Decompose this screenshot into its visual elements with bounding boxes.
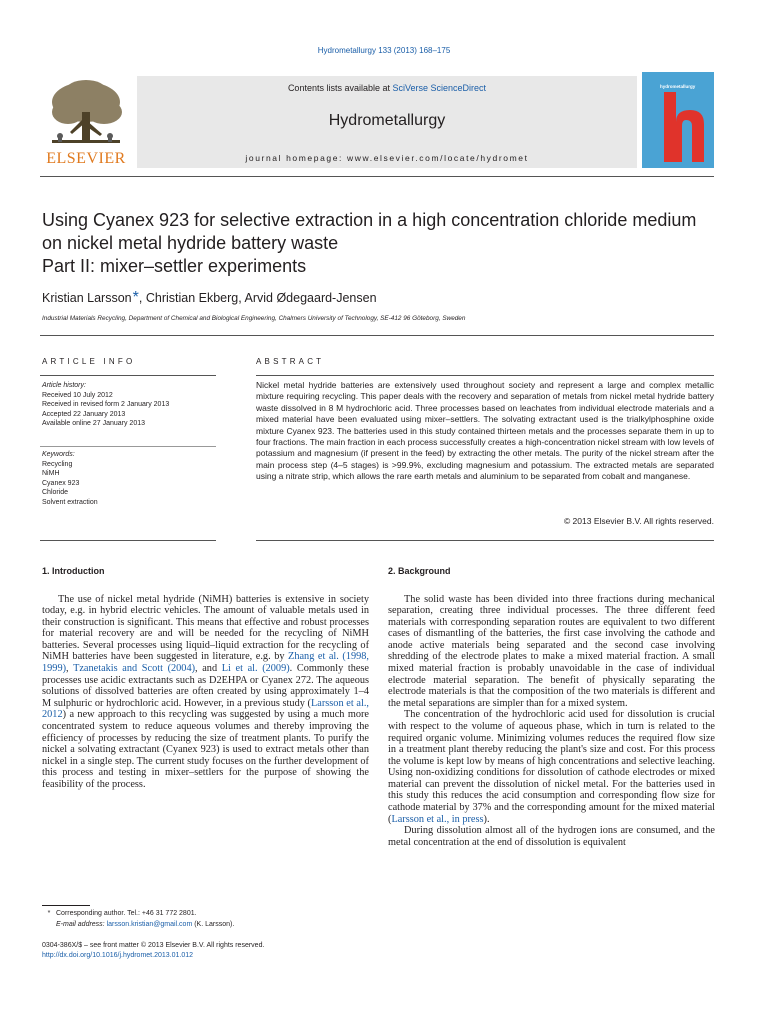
masthead-divider: [40, 176, 714, 177]
journal-title: Hydrometallurgy: [328, 112, 446, 129]
text-run: , and: [195, 663, 222, 675]
journal-masthead: [40, 72, 714, 172]
corresponding-author-note: [42, 908, 372, 919]
introduction-section: [42, 566, 369, 790]
text-run: . Commonly these processes use acidic extractants such as D2EHPA or Cyanex 272. The aqueous solutions of dissolved batteries are often created by using approximately 1–4 M sulphuric or hydrochloric acid. However, in a previous study (: [42, 663, 370, 709]
footnote-marker: *: [47, 910, 51, 917]
section-heading: 1. Introduction: [42, 566, 105, 576]
abstract-bottom-divider: [256, 540, 714, 541]
email-link[interactable]: larsson.kristian@gmail.com: [106, 921, 193, 928]
author-affiliation: Industrial Materials Recycling, Department of Chemical and Biological Engineering, Chalmers University of Technology, SE-412 96 Göteborg, Sweden: [42, 315, 466, 322]
background-section: [388, 566, 715, 848]
keywords-divider: [40, 446, 216, 447]
abstract-text: Nickel metal hydride batteries are extensively used throughout society and represent a large and complex metallic mixture requiring recycling. This paper deals with the recovery and separation of metals from nickel metal hydride battery waste dissolved in 8 M hydrochloric acid. Three processes based on leachates from individual electrode materials and a mixed material have been evaluated using mixer–settlers. The solvating extractant used is the trialkylphosphine oxide mixture Cyanex 923. The batteries used in this study contained thirteen metals and the processes separate them in up to four fractions. The main fraction in each process successfully creates a high-concentration nickel stream with low levels of potassium and magnesium (if present in the feed) by extracting the other metals. The purity of the nickel stream after the main process step (4–5 stages) is >99.9%, excluding magnesium and potassium. The extracted metals are separated using a nitrate strip, which allows the rare earth metals and aluminium to be separated from cobalt and manganese.: [256, 380, 714, 482]
history-item: Available online 27 January 2013: [42, 420, 146, 428]
citation-link[interactable]: Larsson et al., in press: [391, 813, 484, 825]
contents-prefix: Contents lists available at: [287, 83, 393, 93]
email-label: E-mail address:: [56, 921, 105, 928]
footnote-text: Corresponding author. Tel.: +46 31 772 2801.: [56, 910, 197, 917]
author-list: [42, 289, 377, 307]
masthead-center-box: [137, 76, 637, 168]
text-run: ,: [66, 663, 74, 675]
copyright-notice: © 2013 Elsevier B.V. All rights reserved.: [563, 516, 714, 526]
footnote: [42, 908, 372, 930]
history-heading: Article history:: [42, 382, 86, 389]
keyword: Cyanex 923: [42, 479, 80, 487]
abstract-divider: [256, 375, 714, 376]
article-info-bottom-divider: [40, 540, 216, 541]
keyword: NiMH: [42, 470, 60, 478]
issn-line: 0304-386X/$ – see front matter © 2013 Elsevier B.V. All rights reserved.: [42, 942, 265, 949]
publisher-wordmark: ELSEVIER: [46, 150, 126, 167]
paragraph: [388, 709, 715, 825]
text-run: ).: [483, 813, 490, 825]
article-info-divider: [40, 375, 216, 376]
journal-homepage-line: [137, 153, 637, 163]
paragraph: [42, 594, 369, 791]
author-name[interactable]: Kristian Larsson: [42, 291, 132, 305]
keyword: Recycling: [42, 460, 73, 468]
cover-title: hydrometallurgy: [660, 84, 696, 89]
corresponding-author-marker[interactable]: *: [132, 289, 139, 306]
homepage-url[interactable]: www.elsevier.com/locate/hydromet: [346, 153, 529, 163]
paragraph: The solid waste has been divided into three fractions during mechanical separation, creating three individual processes. The three different feed materials with corresponding separation routes are equivalent to two different cases of dismantling of the batteries, the first case involving the cathode and anode active materials being separated and the second case involving shredding of the electrode plates to make a mixed material fraction. A small mixed material fraction is probably unavoidable in the case of individual electrode material separation. The benefit of physically separating the electrode materials is that the composition of the two materials is different and the metal separations are simpler than for a mixed system.: [388, 593, 715, 709]
keywords-heading: Keywords:: [42, 451, 75, 458]
doi-link[interactable]: http://dx.doi.org/10.1016/j.hydromet.2013.01.012: [42, 952, 193, 959]
footnote-divider: [42, 905, 90, 906]
history-item: Accepted 22 January 2013: [42, 410, 126, 418]
other-authors: , Christian Ekberg, Arvid Ødegaard-Jensen: [138, 291, 377, 305]
cover-h-logo-icon: [642, 72, 714, 168]
citation-link[interactable]: Tzanetakis and Scott (2004): [73, 663, 196, 675]
article-info-heading: ARTICLE INFO: [42, 357, 136, 366]
title-divider: [40, 335, 714, 336]
text-run: ) a new approach to this recycling was suggested by using a much more concentrated system to reduce aqueous volumes and thereby improving the efficiency of processes by reducing the size of treatment plants. To purify the nickel a solvating extractant (Cyanex 923) is used to extract metals other than nickel in a single step. The current study focuses on the further development of this process and testing in mixer–settlers for the purpose of showing the feasibility of the process.: [42, 709, 369, 790]
sciencedirect-link[interactable]: SciVerse ScienceDirect: [392, 83, 487, 93]
article-title: [42, 209, 722, 278]
text-run: The concentration of the hydrochloric acid used for dissolution is crucial with respect to the volume of aqueous phase, which in turn is related to the required organic volume. Minimizing volumes reduces the required flow size in a treatment plant thereby reducing the plant's size and cost. For this process the volume is kept low by means of high concentrations and selective leaching. Using non-oxidizing conditions for dissolution of cathode electrodes or mixed material can prevent the dissolution of nickel metal. For the batteries used in this study this reduces the acid consumption and corresponding flow size for cathode material by 37% and the corresponding amount for the mixed material (: [388, 709, 715, 825]
journal-reference[interactable]: Hydrometallurgy 133 (2013) 168–175: [317, 46, 451, 55]
email-suffix: (K. Larsson).: [192, 921, 235, 928]
abstract-heading: ABSTRACT: [256, 357, 325, 366]
keyword: Chloride: [42, 489, 69, 497]
citation-link[interactable]: Larsson et al., 2012: [42, 697, 369, 721]
title-line: on nickel metal hydride battery waste: [42, 233, 339, 253]
citation-link[interactable]: Li et al. (2009): [221, 663, 290, 675]
text-run: The use of nickel metal hydride (NiMH) batteries is extensive in society today, e.g. in hybrid electric vehicles. The amount of valuable metals used in their construction is significant. This means that effective and robust processes for material recovery are and will be needed for the recycling of NiMH batteries. Several processes using liquid–liquid extraction for the recycling of NiMH batteries have been suggested in literature, e.g. by: [42, 593, 369, 663]
issn-block: [42, 941, 372, 961]
history-item: Received in revised form 2 January 2013: [42, 401, 170, 409]
title-line: Using Cyanex 923 for selective extraction in a high concentration chloride medium: [42, 210, 697, 230]
keywords-block: [42, 450, 217, 508]
elsevier-logo[interactable]: [40, 72, 132, 172]
paragraph: During dissolution almost all of the hydrogen ions are consumed, and the metal concentration at the end of dissolution is equivalent: [388, 825, 715, 848]
homepage-prefix: journal homepage:: [245, 153, 347, 163]
history-item: Received 10 July 2012: [42, 391, 113, 399]
journal-cover[interactable]: [642, 72, 714, 168]
keyword: Solvent extraction: [42, 498, 98, 506]
citation-link[interactable]: Zhang et al. (1998, 1999): [42, 651, 370, 675]
article-history: [42, 381, 217, 429]
title-line: Part II: mixer–settler experiments: [42, 256, 307, 276]
email-note: [42, 919, 372, 930]
section-heading: 2. Background: [388, 566, 451, 576]
contents-line: [137, 83, 637, 93]
